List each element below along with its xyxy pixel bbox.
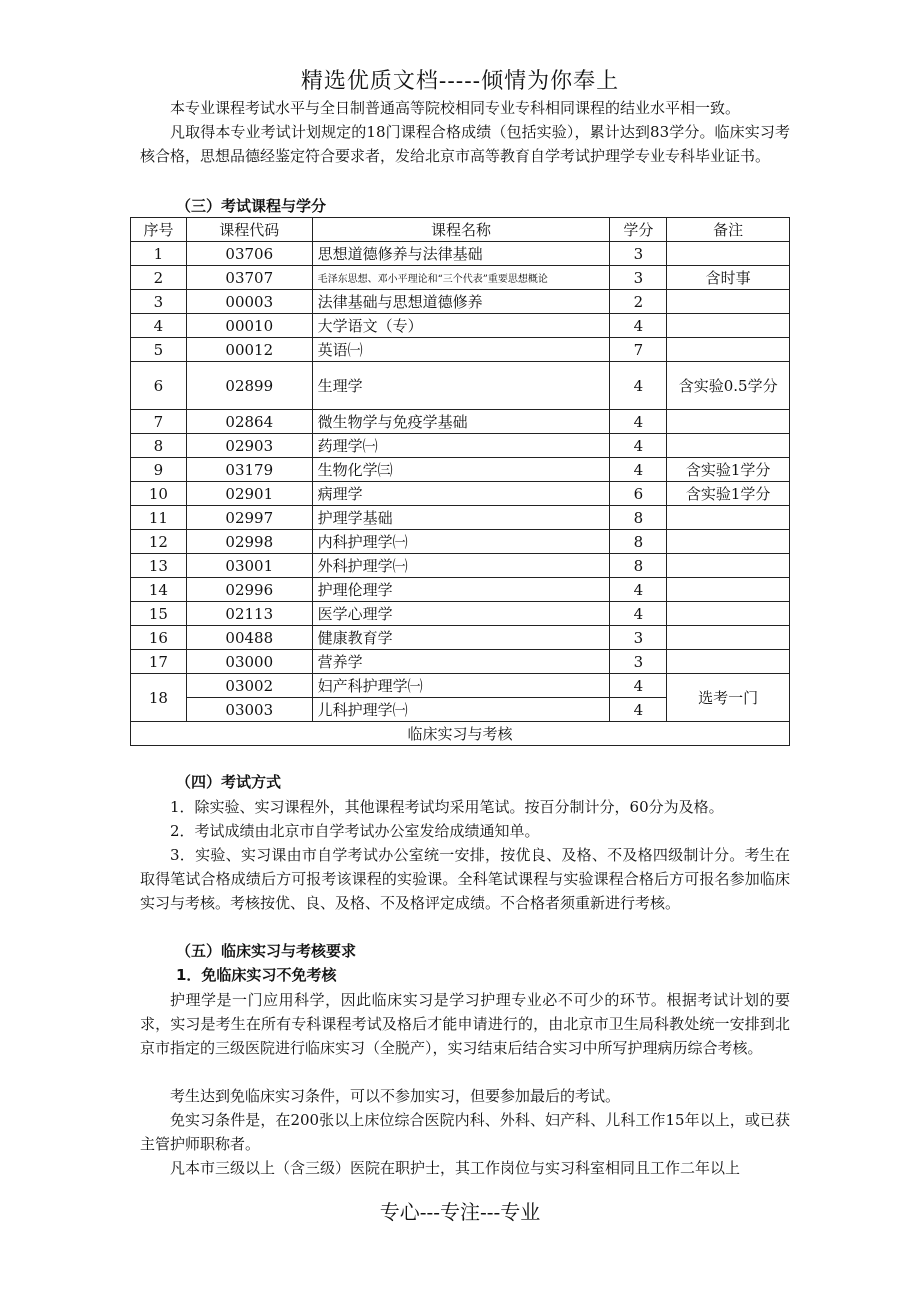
table-row xyxy=(131,314,790,338)
table-row xyxy=(131,290,790,314)
row-note: 含实验1学分 xyxy=(667,482,790,506)
row-no: 13 xyxy=(131,554,187,578)
row-note xyxy=(667,530,790,554)
row-name: 法律基础与思想道德修养 xyxy=(312,290,610,314)
table-row xyxy=(131,602,790,626)
row-name: 健康教育学 xyxy=(312,626,610,650)
row-no: 16 xyxy=(131,626,187,650)
header-note: 备注 xyxy=(667,218,790,242)
row-name: 护理伦理学 xyxy=(312,578,610,602)
row-code: 00003 xyxy=(186,290,312,314)
row-credit: 4 xyxy=(610,410,667,434)
table-row xyxy=(131,266,790,290)
row-code: 03000 xyxy=(186,650,312,674)
header-no: 序号 xyxy=(131,218,187,242)
row-name: 妇产科护理学㈠ xyxy=(312,674,610,698)
table-row xyxy=(131,506,790,530)
row-credit: 3 xyxy=(610,242,667,266)
row-code: 02899 xyxy=(186,362,312,410)
row-name: 大学语文（专） xyxy=(312,314,610,338)
header-code: 课程代码 xyxy=(186,218,312,242)
section-4-item-2: 2．考试成绩由北京市自学考试办公室发给成绩通知单。 xyxy=(170,822,540,840)
row-no: 5 xyxy=(131,338,187,362)
row-credit: 4 xyxy=(610,674,667,698)
row-no: 11 xyxy=(131,506,187,530)
row-credit: 8 xyxy=(610,530,667,554)
row-credit: 4 xyxy=(610,458,667,482)
row-credit: 3 xyxy=(610,626,667,650)
table-row xyxy=(131,242,790,266)
row-no: 2 xyxy=(131,266,187,290)
row-note xyxy=(667,506,790,530)
row-code: 02998 xyxy=(186,530,312,554)
row-no: 8 xyxy=(131,434,187,458)
header-name: 课程名称 xyxy=(312,218,610,242)
row-name: 生物化学㈢ xyxy=(312,458,610,482)
row-note xyxy=(667,434,790,458)
row-code: 00488 xyxy=(186,626,312,650)
table-row xyxy=(131,650,790,674)
row-note xyxy=(667,626,790,650)
row-code: 00010 xyxy=(186,314,312,338)
row-code: 03706 xyxy=(186,242,312,266)
row-credit: 8 xyxy=(610,506,667,530)
section-5-paragraph-4: 凡本市三级以上（含三级）医院在职护士，其工作岗位与实习科室相同且工作二年以上 xyxy=(170,1159,741,1177)
row-name: 营养学 xyxy=(312,650,610,674)
row-note xyxy=(667,290,790,314)
row-name: 护理学基础 xyxy=(312,506,610,530)
row-credit: 8 xyxy=(610,554,667,578)
row-code: 02997 xyxy=(186,506,312,530)
row-code: 03002 xyxy=(186,674,312,698)
page-footer: 专心---专注---专业 xyxy=(379,1200,541,1224)
row-code: 02996 xyxy=(186,578,312,602)
row-no: 15 xyxy=(131,602,187,626)
section-5-subtitle-1: 1．免临床实习不免考核 xyxy=(176,966,337,984)
section-4-item-3: 3．实验、实习课由市自学考试办公室统一安排，按优良、及格、不及格四级制计分。考生在取得笔试合格成绩后方可报考该课程的实验课。全科笔试课程与实验课程合格后方可报名参加临床实习与考核。考核按优、良、及格、不及格评定成绩。不合格者须重新进行考核。 xyxy=(140,846,790,912)
row-credit: 4 xyxy=(610,698,667,722)
table-header-row xyxy=(131,218,790,242)
row-name: 英语㈠ xyxy=(312,338,610,362)
course-table xyxy=(130,217,790,746)
row-note xyxy=(667,410,790,434)
section-5-paragraph-2: 考生达到免临床实习条件，可以不参加实习，但要参加最后的考试。 xyxy=(170,1087,621,1105)
row-credit: 4 xyxy=(610,362,667,410)
row-name: 病理学 xyxy=(312,482,610,506)
section-5-paragraph-1: 护理学是一门应用科学，因此临床实习是学习护理专业必不可少的环节。根据考试计划的要求，实习是考生在所有专科课程考试及格后才能申请进行的，由北京市卫生局科教处统一安排到北京市指定的三级医院进行临床实习（全脱产），实习结束后结合实习中所写护理病历综合考核。 xyxy=(140,991,790,1057)
row-note xyxy=(667,314,790,338)
row-note: 含实验0.5学分 xyxy=(667,362,790,410)
row-code: 03001 xyxy=(186,554,312,578)
row-credit: 4 xyxy=(610,578,667,602)
row-note xyxy=(667,338,790,362)
row-no: 12 xyxy=(131,530,187,554)
row-no: 10 xyxy=(131,482,187,506)
row-no: 18 xyxy=(131,674,187,722)
row-name: 毛泽东思想、邓小平理论和“三个代表”重要思想概论 xyxy=(312,266,610,290)
row-credit: 4 xyxy=(610,314,667,338)
row-note xyxy=(667,650,790,674)
table-row xyxy=(131,410,790,434)
row-name: 医学心理学 xyxy=(312,602,610,626)
row-note: 选考一门 xyxy=(667,674,790,722)
table-row xyxy=(131,338,790,362)
table-row xyxy=(131,530,790,554)
table-row xyxy=(131,362,790,410)
section-4-title: （四）考试方式 xyxy=(176,773,282,791)
table-row xyxy=(131,458,790,482)
intro-paragraph-1: 本专业课程考试水平与全日制普通高等院校相同专业专科相同课程的结业水平相一致。 xyxy=(170,99,741,117)
clinical-practice-row: 临床实习与考核 xyxy=(131,722,790,746)
row-code: 03707 xyxy=(186,266,312,290)
row-name: 药理学㈠ xyxy=(312,434,610,458)
row-name: 儿科护理学㈠ xyxy=(312,698,610,722)
row-note: 含实验1学分 xyxy=(667,458,790,482)
row-note xyxy=(667,242,790,266)
header-credit: 学分 xyxy=(610,218,667,242)
section-5-paragraph-3: 免实习条件是，在200张以上床位综合医院内科、外科、妇产科、儿科工作15年以上，或已获主管护师职称者。 xyxy=(140,1111,790,1153)
row-credit: 3 xyxy=(610,266,667,290)
row-name: 外科护理学㈠ xyxy=(312,554,610,578)
row-credit: 6 xyxy=(610,482,667,506)
row-code: 03179 xyxy=(186,458,312,482)
table-row xyxy=(131,554,790,578)
row-no: 3 xyxy=(131,290,187,314)
row-credit: 4 xyxy=(610,434,667,458)
row-code: 02113 xyxy=(186,602,312,626)
row-credit: 4 xyxy=(610,602,667,626)
table-footer-row xyxy=(131,722,790,746)
row-no: 4 xyxy=(131,314,187,338)
row-code: 03003 xyxy=(186,698,312,722)
section-5-title: （五）临床实习与考核要求 xyxy=(176,942,357,960)
row-note xyxy=(667,554,790,578)
table-row xyxy=(131,578,790,602)
table-row xyxy=(131,626,790,650)
row-no: 14 xyxy=(131,578,187,602)
row-no: 17 xyxy=(131,650,187,674)
row-code: 02901 xyxy=(186,482,312,506)
row-code: 02864 xyxy=(186,410,312,434)
row-name: 内科护理学㈠ xyxy=(312,530,610,554)
page-header: 精选优质文档-----倾情为你奉上 xyxy=(300,69,620,94)
row-no: 9 xyxy=(131,458,187,482)
row-note xyxy=(667,602,790,626)
table-row xyxy=(131,482,790,506)
row-note xyxy=(667,578,790,602)
row-name: 微生物学与免疫学基础 xyxy=(312,410,610,434)
row-name: 生理学 xyxy=(312,362,610,410)
row-name: 思想道德修养与法律基础 xyxy=(312,242,610,266)
row-code: 00012 xyxy=(186,338,312,362)
row-no: 6 xyxy=(131,362,187,410)
row-credit: 3 xyxy=(610,650,667,674)
section-3-title: （三）考试课程与学分 xyxy=(176,197,327,215)
table-row xyxy=(131,434,790,458)
row-note: 含时事 xyxy=(667,266,790,290)
row-no: 1 xyxy=(131,242,187,266)
row-credit: 2 xyxy=(610,290,667,314)
intro-paragraph-2: 凡取得本专业考试计划规定的18门课程合格成绩（包括实验），累计达到83学分。临床实习考核合格，思想品德经鉴定符合要求者，发给北京市高等教育自学考试护理学专业专科毕业证书。 xyxy=(140,123,790,165)
row-credit: 7 xyxy=(610,338,667,362)
table-row xyxy=(131,674,790,698)
row-no: 7 xyxy=(131,410,187,434)
row-code: 02903 xyxy=(186,434,312,458)
section-4-item-1: 1．除实验、实习课程外，其他课程考试均采用笔试。按百分制计分，60分为及格。 xyxy=(170,798,724,816)
